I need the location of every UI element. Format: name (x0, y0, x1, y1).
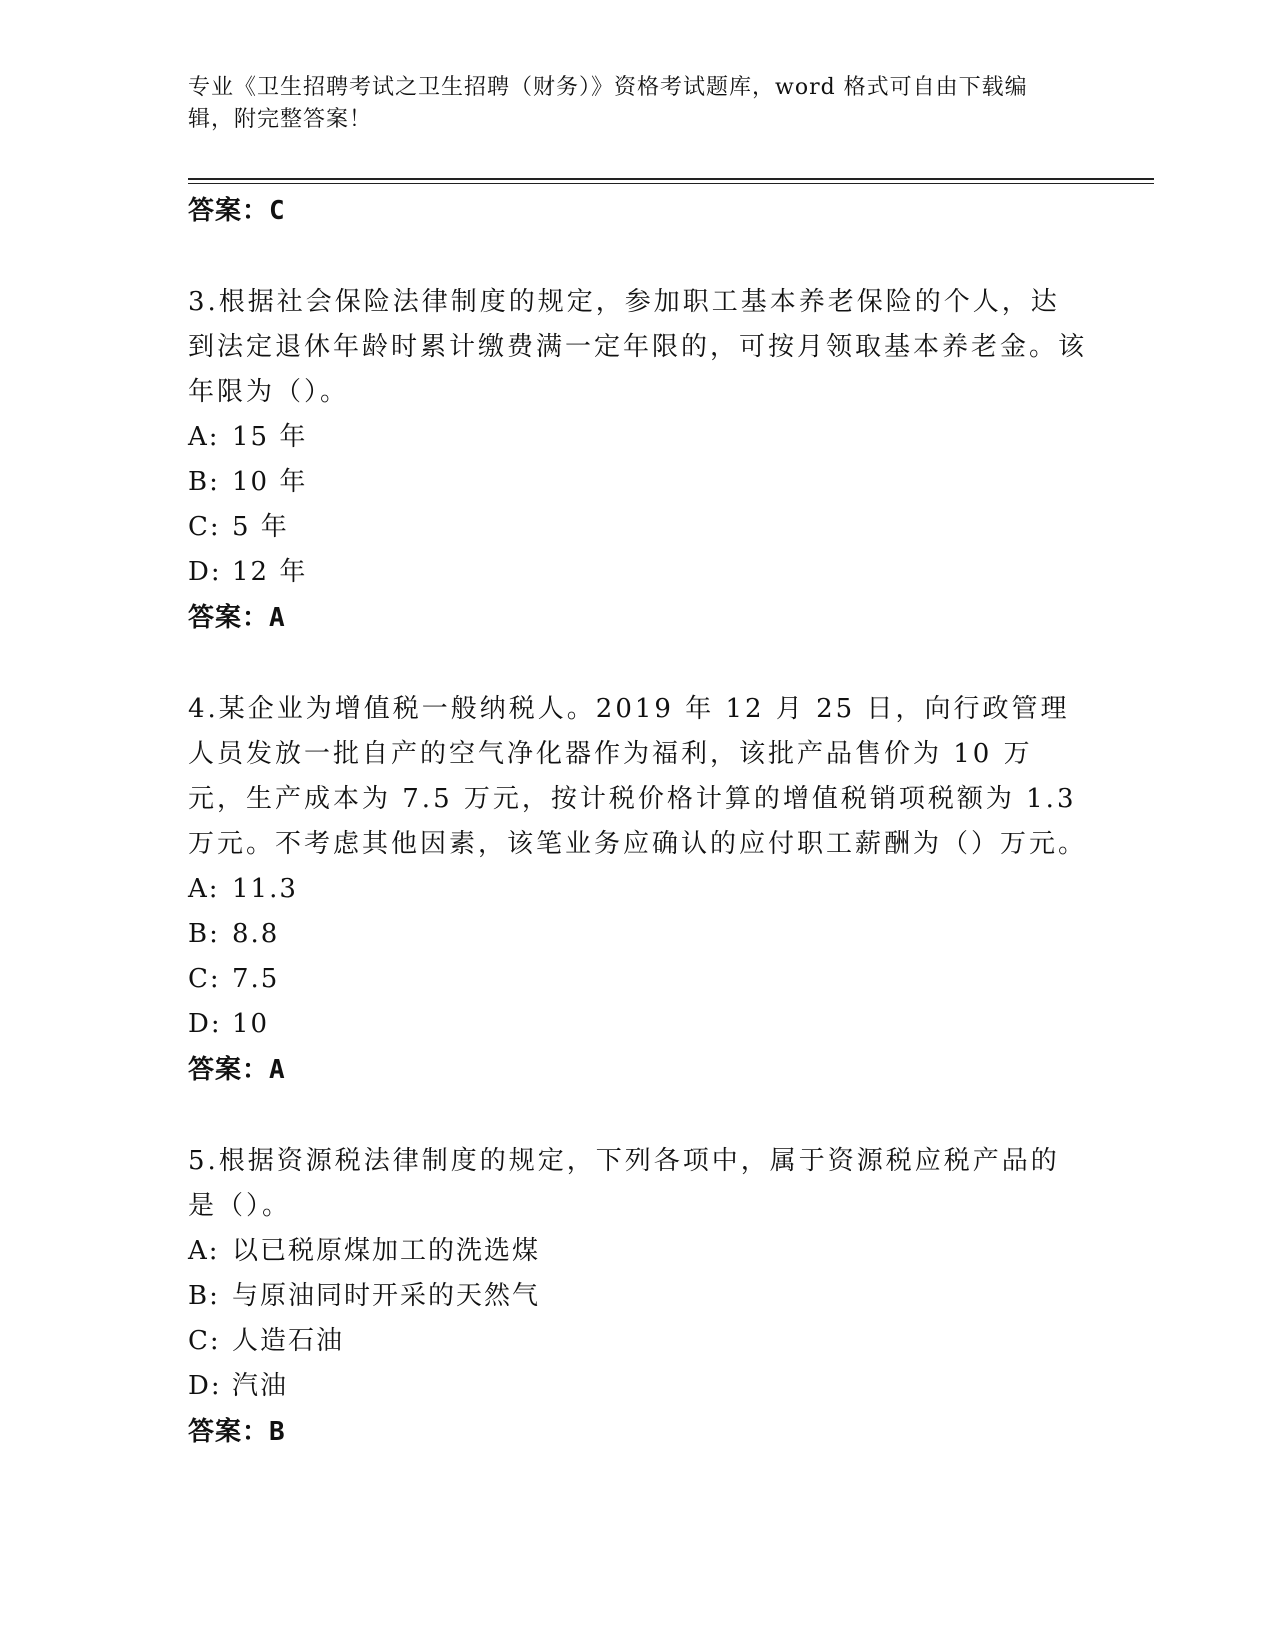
option-text: 汽油 (232, 1371, 289, 1401)
header-rule-thin (188, 183, 1154, 184)
option-text: 5 年 (232, 512, 289, 542)
option-label: B: (188, 1281, 220, 1311)
option-c (188, 1319, 1088, 1364)
option-label: C: (188, 964, 221, 994)
question-stem: 3.根据社会保险法律制度的规定，参加职工基本养老保险的个人，达到法定退休年龄时累计缴费满一定年限的，可按月领取基本养老金。该年限为（）。 (188, 287, 1088, 407)
option-text: 以已税原煤加工的洗选煤 (232, 1236, 541, 1266)
option-label: C: (188, 1326, 221, 1356)
option-text: 10 年 (232, 467, 308, 497)
option-label: A: (188, 422, 220, 452)
answer-line: 答案：C (188, 196, 286, 226)
option-text: 11.3 (232, 874, 298, 904)
answer-line: 答案：B (188, 1417, 286, 1447)
option-text: 10 (232, 1009, 270, 1039)
option-label: D: (188, 1371, 222, 1401)
option-text: 12 年 (232, 557, 308, 587)
option-label: A: (188, 874, 220, 904)
question-block (188, 687, 1088, 1093)
answer-line: 答案：A (188, 603, 286, 633)
answer-line: 答案：A (188, 1055, 286, 1085)
question-block (188, 280, 1088, 641)
option-c (188, 957, 1088, 1002)
option-d (188, 1002, 1088, 1047)
document-body (188, 188, 1088, 1455)
option-text: 8.8 (232, 919, 280, 949)
option-b (188, 1274, 1088, 1319)
option-label: B: (188, 467, 220, 497)
option-text: 人造石油 (232, 1326, 345, 1356)
option-a (188, 867, 1088, 912)
option-label: A: (188, 1236, 220, 1266)
option-d (188, 1364, 1088, 1409)
option-text: 7.5 (232, 964, 280, 994)
option-label: D: (188, 557, 222, 587)
document-header-note: 专业《卫生招聘考试之卫生招聘（财务）》资格考试题库，word 格式可自由下载编辑，附完整答案！ (188, 75, 1028, 132)
header-rule-thick (188, 178, 1154, 180)
option-c (188, 505, 1088, 550)
option-b (188, 912, 1088, 957)
question-block (188, 1139, 1088, 1455)
question-stem: 5.根据资源税法律制度的规定，下列各项中，属于资源税应税产品的是（）。 (188, 1146, 1060, 1221)
option-label: D: (188, 1009, 222, 1039)
option-label: B: (188, 919, 220, 949)
option-a (188, 1229, 1088, 1274)
option-label: C: (188, 512, 221, 542)
question-stem: 4.某企业为增值税一般纳税人。2019 年 12 月 25 日，向行政管理人员发放一批自产的空气净化器作为福利，该批产品售价为 10 万元，生产成本为 7.5 万元，按计税价格计算的增值税销项税额为 1.3 万元。不考虑其他因素，该笔业务应确认的应付职工薪酬为（）万元。 (188, 694, 1088, 859)
option-b (188, 460, 1088, 505)
option-text: 15 年 (232, 422, 308, 452)
option-d (188, 550, 1088, 595)
option-a (188, 415, 1088, 460)
option-text: 与原油同时开采的天然气 (232, 1281, 541, 1311)
